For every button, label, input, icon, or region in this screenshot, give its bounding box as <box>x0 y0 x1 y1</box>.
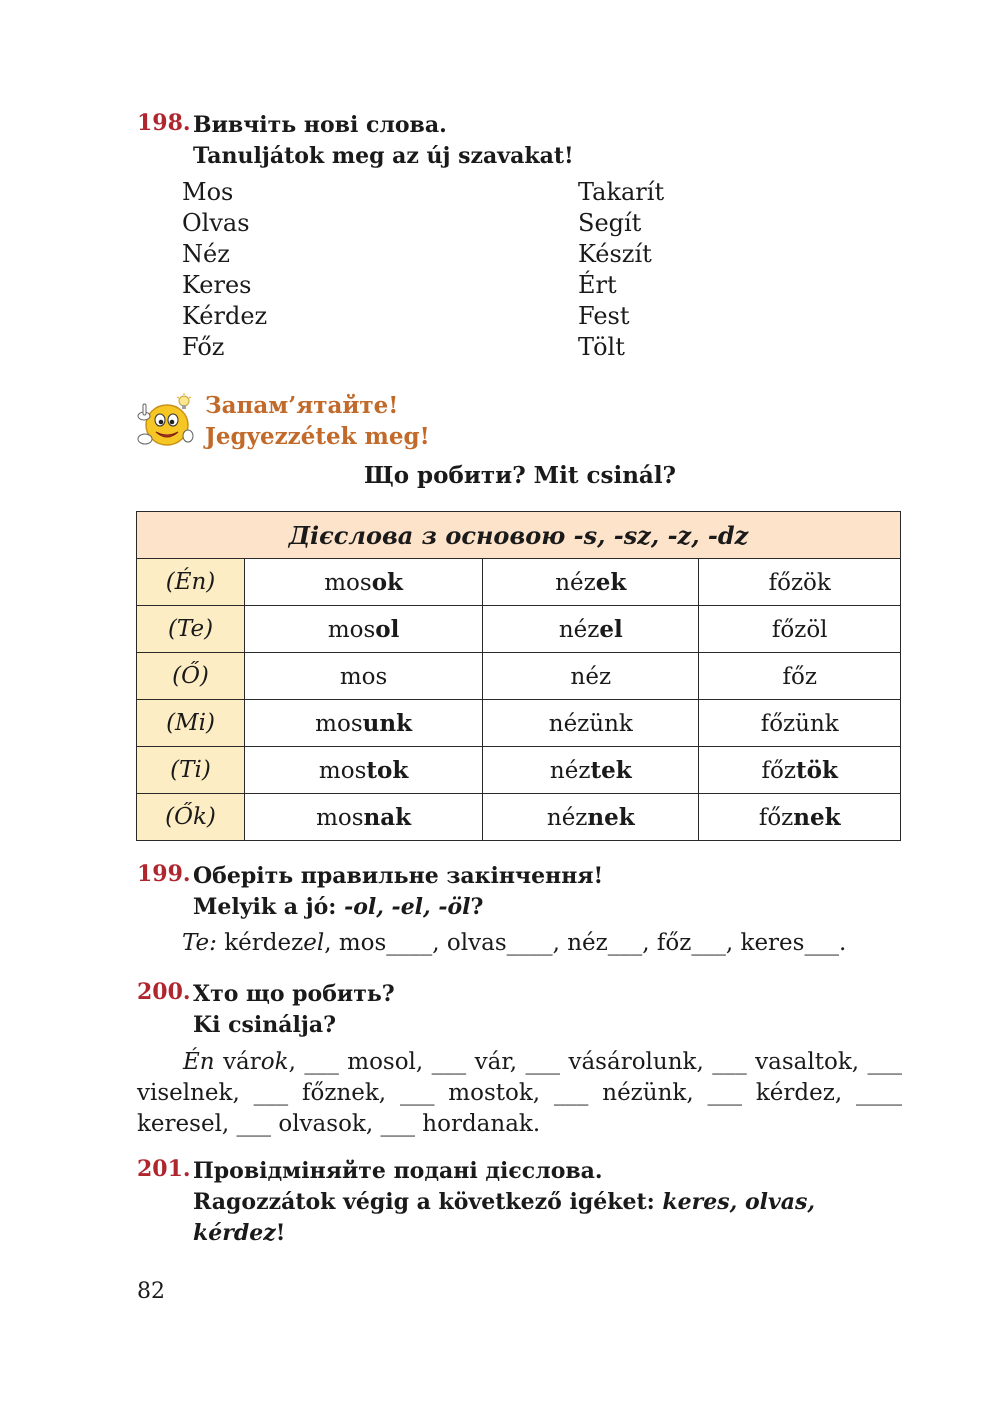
page-number: 82 <box>137 1279 165 1304</box>
section-subheading: Що робити? Mit csinál? <box>363 462 677 489</box>
verb-cell: néz <box>483 653 699 700</box>
table-header-row <box>137 512 901 559</box>
exercise-title <box>193 110 574 172</box>
table-row <box>137 653 901 700</box>
word: Keres <box>182 271 252 299</box>
word: Főz <box>182 333 225 361</box>
title-hungarian: Ki csinálja? <box>193 1012 336 1038</box>
title-hungarian-cont: kérdez! <box>193 1220 286 1246</box>
word: Fest <box>578 302 630 330</box>
verb-cell: néztek <box>483 747 699 794</box>
smiley-lightbulb-icon <box>136 392 194 448</box>
title-ukrainian: Оберіть правильне закінчення! <box>193 863 604 889</box>
table-row <box>137 700 901 747</box>
pronoun-cell: (Ők) <box>137 794 245 841</box>
exercise-200-text: Én várok, ___ mosol, ___ vár, ___ vásárolunk, ___ vasaltok, ___ viselnek, ___ főznek, ___ mostok, ___ nézünk, ___ kérdez, ____ keresel, ___ olvasok, ___ hordanak. <box>137 1049 903 1137</box>
table-row <box>137 606 901 653</box>
verb-cell: mos <box>245 653 483 700</box>
pronoun-cell: (Ti) <box>137 747 245 794</box>
word: Olvas <box>182 209 250 237</box>
word: Takarít <box>578 178 665 206</box>
word-list-left <box>182 177 267 363</box>
title-hungarian: Tanuljátok meg az új szavakat! <box>193 143 574 169</box>
pronoun-cell: (Ő) <box>137 653 245 700</box>
word: Készít <box>578 240 652 268</box>
remember-text <box>205 390 430 452</box>
verb-cell: főztök <box>699 747 901 794</box>
verb-cell: mosok <box>245 559 483 606</box>
remember-ukrainian: Запам’ятайте! <box>205 392 399 419</box>
exercise-title <box>193 861 603 923</box>
word: Tölt <box>578 333 625 361</box>
exercise-title <box>193 1156 815 1249</box>
verb-cell: néznek <box>483 794 699 841</box>
word: Néz <box>182 240 230 268</box>
exercise-title <box>193 979 395 1041</box>
table-header: Дієслова з основою -s, -sz, -z, -dz <box>137 512 901 559</box>
title-hungarian: Ragozzátok végig a következő igéket: keres, olvas, <box>193 1189 816 1215</box>
word: Segít <box>578 209 642 237</box>
verb-cell: nézünk <box>483 700 699 747</box>
verb-cell: főz <box>699 653 901 700</box>
pronoun-cell: (Mi) <box>137 700 245 747</box>
word: Kérdez <box>182 302 268 330</box>
title-ukrainian: Провідміняйте подані дієслова. <box>193 1158 603 1184</box>
verb-cell: mosunk <box>245 700 483 747</box>
title-hungarian: Melyik a jó: -ol, -el, -öl? <box>193 894 484 920</box>
table-row <box>137 794 901 841</box>
exercise-number: 201. <box>137 1156 191 1182</box>
verb-cell: mosnak <box>245 794 483 841</box>
word: Mos <box>182 178 234 206</box>
verb-cell: főzök <box>699 559 901 606</box>
pronoun-cell: (Én) <box>137 559 245 606</box>
verb-cell: főznek <box>699 794 901 841</box>
word: Ért <box>578 271 617 299</box>
task-pronoun: Te: <box>182 930 217 956</box>
table-row <box>137 747 901 794</box>
title-ukrainian: Вивчіть нові слова. <box>193 112 447 138</box>
verb-cell: főzünk <box>699 700 901 747</box>
verb-cell: mostok <box>245 747 483 794</box>
exercise-199-task: Te: kérdezel, mos____, olvas____, néz___, főz___, keres___. <box>182 930 847 956</box>
verb-cell: főzöl <box>699 606 901 653</box>
conjugation-table <box>136 511 901 841</box>
exercise-number: 199. <box>137 861 191 887</box>
verb-cell: mosol <box>245 606 483 653</box>
word-list-right <box>578 177 664 363</box>
verb-cell: nézek <box>483 559 699 606</box>
pronoun-cell: (Te) <box>137 606 245 653</box>
verb-cell: nézel <box>483 606 699 653</box>
table-row <box>137 559 901 606</box>
title-ukrainian: Хто що робить? <box>193 981 395 1007</box>
exercise-number: 198. <box>137 110 191 136</box>
exercise-number: 200. <box>137 979 191 1005</box>
remember-hungarian: Jegyezzétek meg! <box>205 423 430 450</box>
